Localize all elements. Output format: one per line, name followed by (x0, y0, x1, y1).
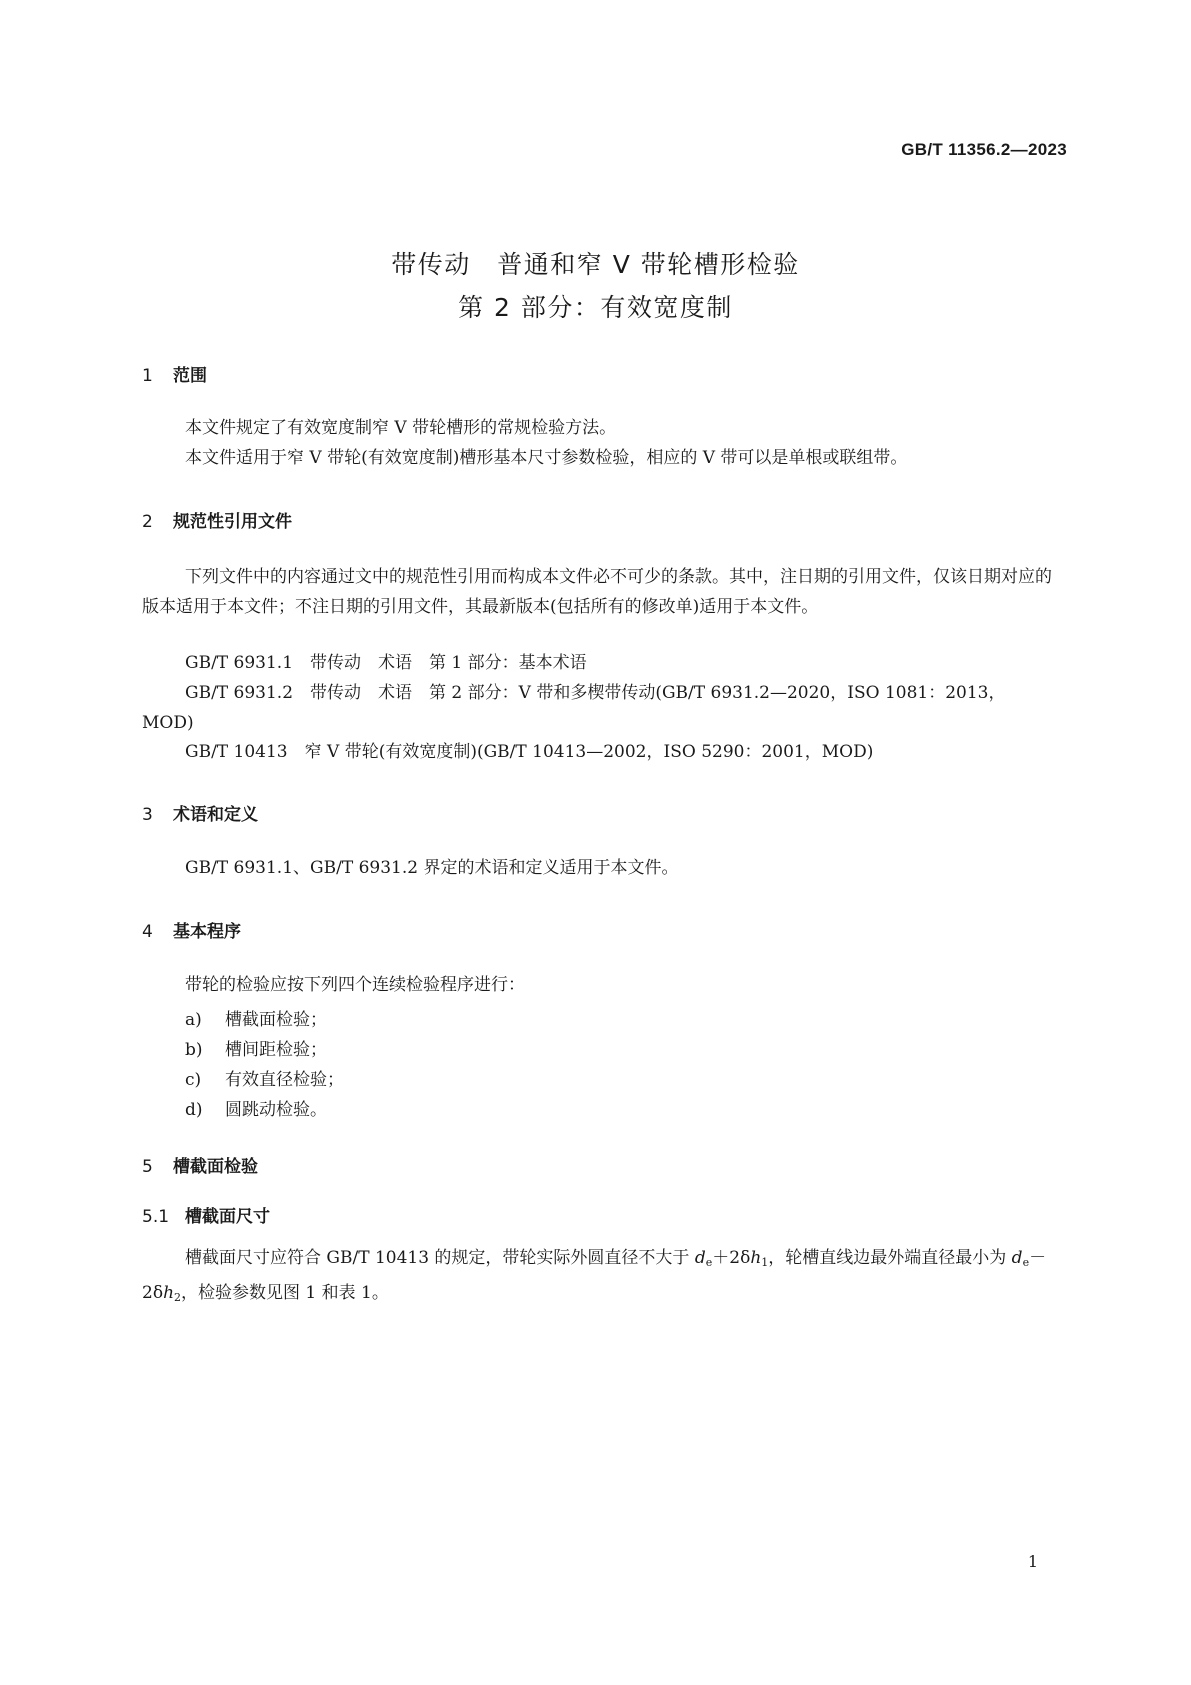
procedure-item-b (185, 1035, 327, 1060)
list-item-text: 有效直径检验； (225, 1070, 344, 1090)
procedure-item-c (185, 1065, 344, 1090)
section-number: 3 (142, 805, 153, 825)
section-4-heading (142, 917, 241, 942)
section-number: 5 (142, 1157, 153, 1177)
list-item-label: b) (185, 1040, 203, 1060)
procedure-item-d (185, 1095, 327, 1120)
procedure-intro-paragraph: 带轮的检验应按下列四个连续检验程序进行： (185, 975, 525, 995)
section-number: 1 (142, 366, 153, 386)
section-title: 基本程序 (173, 922, 241, 942)
section-5-heading (142, 1152, 258, 1177)
normative-references-paragraph: 下列文件中的内容通过文中的规范性引用而构成本文件必不可少的条款。其中，注日期的引用文件，仅该日期对应的版本适用于本文件；不注日期的引用文件，其最新版本(包括所有的修改单)适用于本文件。 (142, 567, 1052, 617)
section-title: 术语和定义 (173, 805, 258, 825)
terms-definitions-paragraph: GB/T 6931.1、GB/T 6931.2 界定的术语和定义适用于本文件。 (185, 858, 679, 878)
subsection-5-1-heading (142, 1202, 270, 1227)
list-item-label: c) (185, 1070, 202, 1090)
section-title: 槽截面检验 (173, 1157, 258, 1177)
section-number: 2 (142, 512, 153, 532)
document-title-line-2: 第 2 部分：有效宽度制 (458, 293, 733, 322)
groove-dimension-paragraph: 槽截面尺寸应符合 GB/T 10413 的规定，带轮实际外圆直径不大于 $d_e+2\delta h_1$，轮槽直线边最外端直径最小为 $d_e-2\delta h_2$，检验参数见图 1 和表 1。 (142, 1248, 1047, 1304)
section-1-heading (142, 361, 207, 386)
section-2-heading (142, 507, 292, 532)
scope-paragraph-2: 本文件适用于窄 V 带轮(有效宽度制)槽形基本尺寸参数检验，相应的 V 带可以是单根或联组带。 (185, 448, 908, 468)
document-number: GB/T 11356.2—2023 (901, 140, 1067, 159)
reference-item-2: GB/T 6931.2 带传动 术语 第 2 部分：V 带和多楔带传动(GB/T 6931.2—2020，ISO 1081：2013，MOD) (142, 683, 1006, 733)
scope-paragraph-1: 本文件规定了有效宽度制窄 V 带轮槽形的常规检验方法。 (185, 418, 617, 438)
page-number: 1 (1027, 1552, 1038, 1571)
list-item-text: 槽间距检验； (225, 1040, 327, 1060)
list-item-text: 圆跳动检验。 (225, 1100, 327, 1120)
subsection-number: 5.1 (142, 1207, 170, 1227)
section-number: 4 (142, 922, 153, 942)
procedure-item-a (185, 1005, 327, 1030)
section-title: 规范性引用文件 (173, 512, 292, 532)
list-item-label: a) (185, 1010, 202, 1030)
section-title: 范围 (173, 366, 207, 386)
reference-item-3: GB/T 10413 窄 V 带轮(有效宽度制)(GB/T 10413—2002，ISO 5290：2001，MOD) (185, 742, 874, 762)
subsection-title: 槽截面尺寸 (185, 1207, 270, 1227)
reference-item-1: GB/T 6931.1 带传动 术语 第 1 部分：基本术语 (185, 653, 587, 673)
list-item-label: d) (185, 1100, 203, 1120)
document-title-line-1: 带传动 普通和窄 V 带轮槽形检验 (391, 250, 800, 279)
section-3-heading (142, 800, 258, 825)
list-item-text: 槽截面检验； (225, 1010, 327, 1030)
